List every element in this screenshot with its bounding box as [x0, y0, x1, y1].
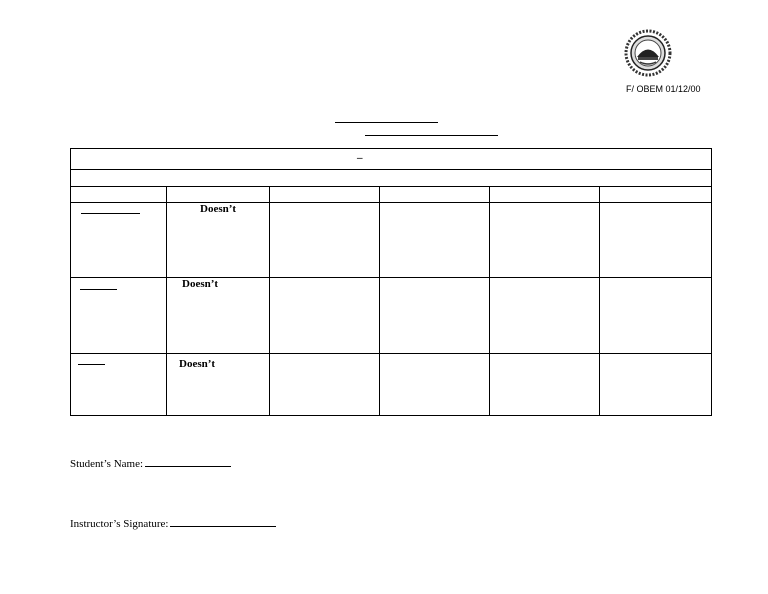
- criterion-name-cell: [71, 277, 167, 353]
- header-dash: –: [357, 152, 363, 164]
- column-header-cell: [270, 186, 380, 202]
- level-cell: [167, 353, 270, 415]
- column-header-cell: [600, 186, 712, 202]
- score-cell: [490, 203, 600, 278]
- rubric-column-header-row: [71, 186, 712, 202]
- rubric-table: [70, 148, 712, 416]
- level-cell: [167, 203, 270, 278]
- column-header-cell: [380, 186, 490, 202]
- rubric-subheader-cell: [71, 170, 712, 186]
- column-header-cell: [167, 186, 270, 202]
- rubric-header-row: [71, 149, 712, 170]
- score-cell: [600, 203, 712, 278]
- score-cell: [380, 353, 490, 415]
- score-cell: [600, 353, 712, 415]
- score-cell: [270, 277, 380, 353]
- score-cell: [490, 277, 600, 353]
- institution-seal-logo: [624, 28, 672, 78]
- score-cell: [380, 277, 490, 353]
- score-cell: [600, 277, 712, 353]
- instructor-signature-field: [70, 517, 276, 530]
- criterion-row: [71, 203, 712, 278]
- column-header-cell: [71, 186, 167, 202]
- score-cell: [490, 353, 600, 415]
- student-name-field: [70, 457, 231, 470]
- instructor-signature-label: Instructor’s Signature:: [70, 518, 169, 530]
- title-blank-line-1: [335, 122, 438, 123]
- student-name-input-line[interactable]: [145, 457, 231, 467]
- form-code: F/ OBEM 01/12/00: [626, 84, 701, 94]
- criterion-blank-line: [81, 213, 140, 214]
- criterion-name-cell: [71, 203, 167, 278]
- rubric-header-cell: [71, 149, 712, 170]
- criterion-blank-line: [78, 364, 105, 365]
- level-cell: [167, 277, 270, 353]
- instructor-signature-input-line[interactable]: [170, 517, 276, 527]
- criterion-row: [71, 277, 712, 353]
- score-cell: [270, 203, 380, 278]
- criterion-name-cell: [71, 353, 167, 415]
- criterion-row: [71, 353, 712, 415]
- score-cell: [270, 353, 380, 415]
- title-blank-line-2: [365, 135, 498, 136]
- rubric-subheader-row: [71, 170, 712, 186]
- level-label: Doesn’t: [179, 357, 216, 370]
- level-label: Doesn’t: [182, 277, 219, 290]
- column-header-cell: [490, 186, 600, 202]
- level-label: Doesn’t: [200, 203, 237, 216]
- student-name-label: Student’s Name:: [70, 458, 144, 470]
- criterion-blank-line: [80, 289, 117, 290]
- score-cell: [380, 203, 490, 278]
